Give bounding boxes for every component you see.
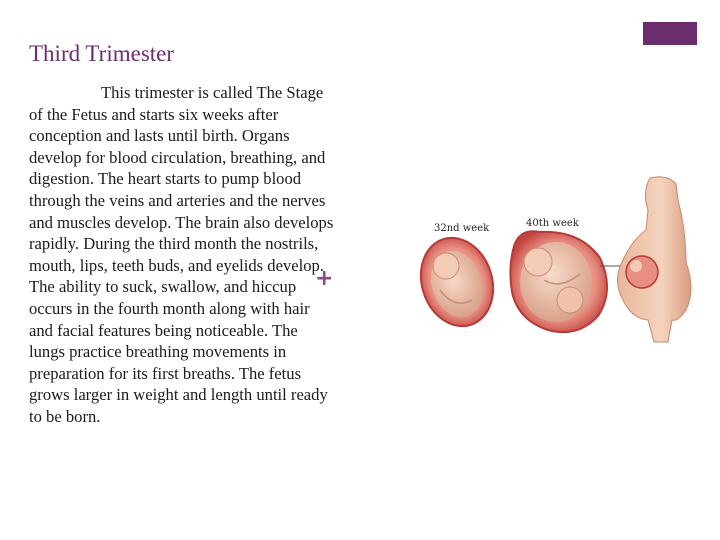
pregnant-woman-silhouette — [617, 177, 691, 342]
label-40th-week: 40th week — [526, 218, 579, 229]
plus-icon: + — [315, 266, 334, 291]
body-paragraph: This trimester is called The Stage of the Fetus and starts six weeks after conception and lasts until birth. Organs develop for blood circulation, breathing, and digestion. The heart starts to pump blood through the veins and arteries and the nerves and muscles develop. The brain also develops rapidly. During the third month the nostrils, mouth, lips, teeth buds, and eyelids develop. The ability to suck, swallow, and hiccup occurs in the fourth month along with hair and facial features being noticeable. The lungs practice breathing movements in preparation for its first breaths. The fetus grows larger in weight and length until ready to be born. — [29, 83, 334, 426]
slide-title: Third Trimester — [29, 41, 175, 66]
womb-32nd-week — [410, 228, 504, 335]
label-32nd-week: 32nd week — [434, 223, 490, 234]
fetus-development-illustration — [410, 170, 700, 350]
corner-accent-box — [643, 22, 697, 45]
